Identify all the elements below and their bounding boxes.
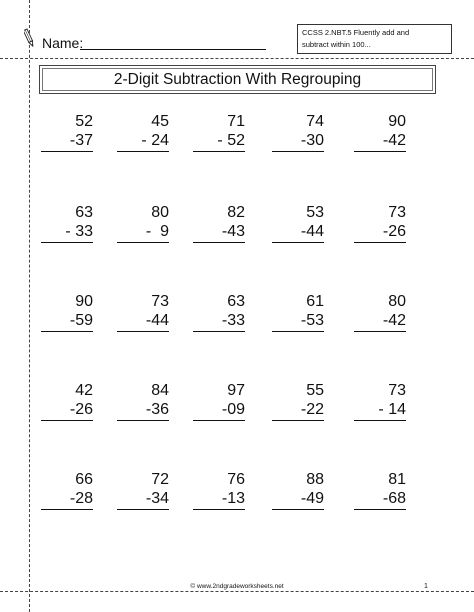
subtrahend: -22 — [300, 401, 324, 418]
answer-line — [117, 242, 169, 243]
subtrahend: -33 — [221, 312, 245, 329]
subtraction-problem — [117, 112, 169, 152]
subtrahend: -42 — [382, 312, 406, 329]
subtraction-problem — [193, 381, 245, 421]
minuend: 81 — [388, 471, 406, 488]
subtraction-problem — [193, 112, 245, 152]
subtraction-problem — [193, 203, 245, 243]
subtraction-problem — [193, 470, 245, 510]
minuend: 90 — [75, 293, 93, 310]
minuend: 55 — [306, 382, 324, 399]
subtrahend: - 33 — [65, 223, 93, 240]
page-title: 2-Digit Subtraction With Regrouping — [113, 70, 362, 88]
header-cut-line — [0, 58, 474, 59]
subtrahend: -30 — [300, 132, 324, 149]
subtrahend: -37 — [69, 132, 93, 149]
subtrahend: -44 — [145, 312, 169, 329]
subtrahend: -09 — [221, 401, 245, 418]
answer-line — [354, 151, 406, 152]
subtraction-problem — [117, 470, 169, 510]
name-label: Name: — [42, 35, 84, 51]
subtraction-problem — [117, 203, 169, 243]
answer-line — [354, 509, 406, 510]
subtraction-problem — [117, 381, 169, 421]
subtraction-problem — [41, 292, 93, 332]
minuend: 73 — [151, 293, 169, 310]
standard-text-line-2: subtract within 100... — [302, 40, 371, 49]
answer-line — [272, 509, 324, 510]
minuend: 72 — [151, 471, 169, 488]
vertical-cut-line — [29, 0, 30, 612]
subtrahend: -36 — [145, 401, 169, 418]
minuend: 76 — [227, 471, 245, 488]
minuend: 90 — [388, 113, 406, 130]
answer-line — [41, 242, 93, 243]
answer-line — [193, 151, 245, 152]
subtrahend: -68 — [382, 490, 406, 507]
answer-line — [117, 331, 169, 332]
answer-line — [193, 242, 245, 243]
subtraction-problem — [354, 470, 406, 510]
subtraction-problem — [272, 203, 324, 243]
minuend: 80 — [388, 293, 406, 310]
subtraction-problem — [41, 381, 93, 421]
minuend: 52 — [75, 113, 93, 130]
subtrahend: -26 — [382, 223, 406, 240]
answer-line — [272, 151, 324, 152]
subtraction-problem — [272, 112, 324, 152]
minuend: 63 — [75, 204, 93, 221]
minuend: 88 — [306, 471, 324, 488]
subtrahend: -34 — [145, 490, 169, 507]
answer-line — [117, 509, 169, 510]
subtraction-problem — [41, 470, 93, 510]
minuend: 63 — [227, 293, 245, 310]
subtraction-problem — [41, 112, 93, 152]
worksheet-title — [39, 65, 436, 94]
answer-line — [41, 509, 93, 510]
subtrahend: -59 — [69, 312, 93, 329]
subtraction-problem — [272, 381, 324, 421]
subtraction-problem — [354, 203, 406, 243]
pencil-icon — [24, 28, 34, 48]
subtrahend: -49 — [300, 490, 324, 507]
subtrahend: -13 — [221, 490, 245, 507]
answer-line — [193, 331, 245, 332]
subtrahend: - 14 — [378, 401, 406, 418]
subtraction-problem — [354, 112, 406, 152]
answer-line — [354, 331, 406, 332]
copyright-footer: © www.2ndgradeworksheets.net — [190, 583, 284, 590]
subtrahend: - 52 — [217, 132, 245, 149]
minuend: 53 — [306, 204, 324, 221]
minuend: 61 — [306, 293, 324, 310]
subtraction-problem — [272, 470, 324, 510]
minuend: 45 — [151, 113, 169, 130]
answer-line — [272, 331, 324, 332]
subtrahend: -44 — [300, 223, 324, 240]
standard-text-line-1: CCSS 2.NBT.5 Fluently add and — [302, 28, 410, 37]
subtraction-problem — [354, 292, 406, 332]
footer-cut-line — [0, 591, 474, 592]
subtrahend: -28 — [69, 490, 93, 507]
subtrahend: -42 — [382, 132, 406, 149]
minuend: 73 — [388, 382, 406, 399]
answer-line — [354, 242, 406, 243]
page-number: 1 — [424, 583, 428, 590]
standard-box — [297, 24, 452, 54]
minuend: 71 — [227, 113, 245, 130]
subtraction-problem — [354, 381, 406, 421]
answer-line — [41, 331, 93, 332]
answer-line — [272, 242, 324, 243]
minuend: 42 — [75, 382, 93, 399]
answer-line — [354, 420, 406, 421]
minuend: 97 — [227, 382, 245, 399]
subtrahend: - 24 — [141, 132, 169, 149]
answer-line — [41, 420, 93, 421]
subtrahend: - 9 — [145, 223, 169, 240]
answer-line — [117, 420, 169, 421]
minuend: 74 — [306, 113, 324, 130]
name-write-line[interactable] — [80, 49, 266, 50]
answer-line — [193, 509, 245, 510]
minuend: 66 — [75, 471, 93, 488]
subtrahend: -26 — [69, 401, 93, 418]
minuend: 84 — [151, 382, 169, 399]
answer-line — [193, 420, 245, 421]
minuend: 80 — [151, 204, 169, 221]
answer-line — [272, 420, 324, 421]
subtrahend: -53 — [300, 312, 324, 329]
minuend: 73 — [388, 204, 406, 221]
subtraction-problem — [272, 292, 324, 332]
subtrahend: -43 — [221, 223, 245, 240]
minuend: 82 — [227, 204, 245, 221]
subtraction-problem — [193, 292, 245, 332]
answer-line — [117, 151, 169, 152]
answer-line — [41, 151, 93, 152]
subtraction-problem — [41, 203, 93, 243]
subtraction-problem — [117, 292, 169, 332]
